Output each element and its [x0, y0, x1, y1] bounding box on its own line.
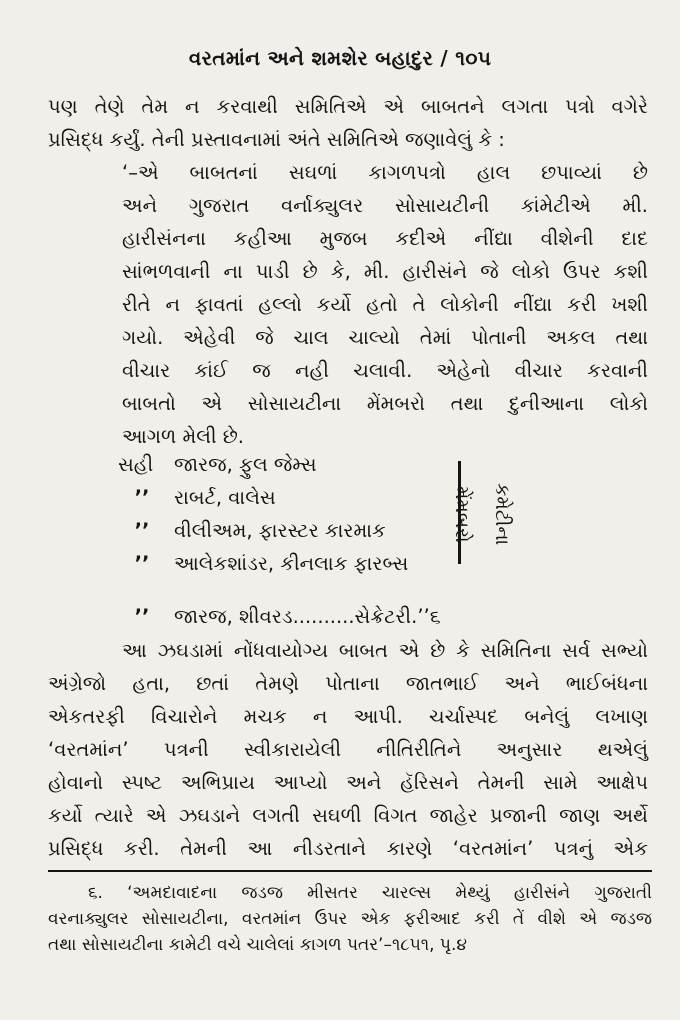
- signatory-list: [118, 448, 441, 633]
- quote-line: સાંભળવાની ના પાડી છે કે, મી. હારીસંને જે લોકો ઉપર કશી: [122, 260, 648, 283]
- body-paragraph: [48, 634, 648, 865]
- secretary-line: જારજ, શીવરડ..........સેક્રેટરી.’’૬: [174, 605, 441, 628]
- signatory-row: [118, 481, 441, 514]
- footnote-line: વરનાક્યુલર સોસાયટીના, વરતમાંન ઉપર એક ફરીઆદ કરી તેં વીશે એ જડજ: [48, 909, 652, 929]
- text-line: પ્રસિદ્ધ કરી. તેમની આ નીડરતાને કારણે ‘વરતમાંન’ પત્રનું એક: [48, 837, 648, 860]
- signatory-row: [118, 600, 441, 633]
- text-line: એકતરફી વિચારોને મચક ન આપી. ચર્ચાસ્પદ બનેલું લખાણ: [48, 705, 648, 728]
- text-line: પ્રસિદ્ધ કર્યું. તેની પ્રસ્તાવનામાં અંતે સમિતિએ જણાવેલું કે :: [48, 128, 505, 151]
- ditto-mark: ’’: [134, 486, 150, 509]
- ditto-mark: ’’: [134, 519, 150, 542]
- text-line: અંગ્રેજો હતા, છતાં તેમણે પોતાના જાતભાઈ અને ભાઈબંધના: [48, 672, 648, 695]
- quote-line: ગયો. એહેવી જે ચાલ ચાલ્યો તેમાં પોતાની અકલ તથા: [122, 326, 648, 349]
- signatory-row: [118, 448, 441, 481]
- footnote: [48, 880, 652, 958]
- quote-line: હારીસંનના કહીઆ મુજબ કદીએ નીંદ્યા વીશેની દાદ: [122, 227, 648, 250]
- signature-mark: સહી: [118, 453, 154, 476]
- quote-line: ‘–એ બાબતનાં સઘળાં કાગળપત્રો હાલ છપાવ્યાં છે: [122, 161, 648, 184]
- quote-line: રીતે ન ફાવતાં હલ્લો કર્યો હતો તે લોકોની નીંદ્યા કરી ખશી: [122, 293, 648, 316]
- footnote-line: તથા સોસાયટીના કામેટી વચે ચાલેલાં કાગળ પતર’–૧૮૫૧, પૃ.૪: [48, 935, 467, 955]
- signatory-name: વીલીઅમ, ફારસ્ટર કારમાક: [174, 519, 386, 542]
- running-header: વરતમાંન અને શમશેર બહાદુર / ૧૦૫: [188, 46, 492, 70]
- signatory-name: રાબર્ટ, વાલેસ: [174, 486, 276, 509]
- footnote-line: ૬. ‘અમદાવાદના જડજ મીસતર ચારલ્સ મેથ્યું હારીસંને ગુજરાતી: [88, 883, 652, 903]
- ditto-mark: ’’: [134, 605, 150, 628]
- text-line: આ ઝઘડામાં નોંધવાયોગ્ય બાબત એ છે કે સમિતિના સર્વ સભ્યો: [122, 639, 648, 662]
- signatory-row: [118, 514, 441, 547]
- quote-line: વીચાર કાંઈ જ નહી ચલાવી. એહેનો વીચાર કરવાની: [122, 359, 648, 382]
- quote-line: બાબતો એ સોસાયટીના મેંમબરો તથા દુનીઆના લોકો: [122, 392, 648, 415]
- signatory-name: જારજ, ફુલ જેમ્સ: [174, 453, 317, 476]
- signatory-row: [118, 547, 441, 580]
- intro-paragraph: [48, 90, 648, 156]
- text-line: ‘વરતમાંન’ પત્રની સ્વીકારાયેલી નીતિરીતિને અનુસાર થએલું: [48, 738, 648, 761]
- quoted-preface: [122, 156, 648, 453]
- text-line: હોવાનો સ્પષ્ટ અભિપ્રાય આપ્યો અને હૅરિસને તેમની સામે આક્ષેપ: [48, 771, 648, 794]
- quote-line: આગળ મેલી છે.: [122, 425, 245, 448]
- signatory-name: આલેકશાંડર, કીનલાક ફારબ્સ: [174, 552, 409, 575]
- quote-line: અને ગુજરાત વર્નાક્યુલર સોસાયટીની કાંમેટીએ મી.: [122, 194, 648, 217]
- ditto-mark: ’’: [134, 552, 150, 575]
- committee-members-label: કમેટીના મેંમબરો: [451, 482, 513, 546]
- footnote-divider: [48, 870, 652, 872]
- text-line: કર્યો ત્યારે એ ઝઘડાને લગતી સઘળી વિગત જાહેર પ્રજાની જાણ અર્થે: [48, 804, 648, 827]
- text-line: પણ તેણે તેમ ન કરવાથી સમિતિએ એ બાબતને લગતા પત્રો વગેરે: [48, 95, 648, 118]
